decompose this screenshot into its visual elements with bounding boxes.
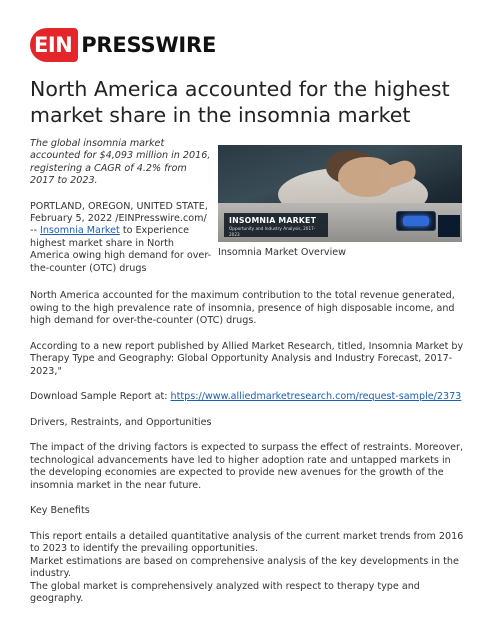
paragraph-impact: The impact of the driving factors is expected to surpass the effect of restraints. Moreover, technological advancements have led to higher adoption rate and untapped markets in the developing economies are expected to provide new avenues for the growth of the insomnia market in the near future. <box>30 442 464 491</box>
insomnia-market-link[interactable]: Insomnia Market <box>39 225 120 237</box>
article-body <box>30 290 464 606</box>
image-label-subtitle: Opportunity and Industry Analysis, 2017-2023 <box>229 226 316 237</box>
clock-display <box>403 216 429 226</box>
article-figure <box>218 145 462 259</box>
download-prefix: Download Sample Report at: <box>30 391 171 402</box>
logo-wordmark: PRESSWIRE <box>81 33 217 57</box>
insomnia-market-image[interactable] <box>218 145 462 242</box>
einpresswire-logo[interactable] <box>30 28 216 62</box>
article-subtitle: The global insomnia market accounted for $4,093 million in 2016, registering a CAGR of 4.2% from 2017 to 2023. <box>30 138 211 187</box>
figure-caption: Insomnia Market Overview <box>218 247 346 258</box>
paragraph-download <box>30 391 464 404</box>
heading-drivers: Drivers, Restraints, and Opportunities <box>30 416 212 428</box>
sample-report-link[interactable]: https://www.alliedmarketresearch.com/request-sample/2373 <box>170 391 462 402</box>
paragraph-north-america: North America accounted for the maximum contribution to the total revenue generated, owing to the high prevalence rate of insomnia, presence of high disposable income, and high demand for over-the-counter (OTC) drugs. <box>30 290 455 326</box>
image-label-title: INSOMNIA MARKET <box>229 216 317 225</box>
benefit-item-3: The global market is comprehensively analyzed with respect to therapy type and geography. <box>30 580 420 604</box>
article-intro <box>30 138 212 275</box>
publisher-brand-mark <box>438 215 460 237</box>
logo-ein-mark: EIN <box>30 28 78 62</box>
paragraph-report: According to a new report published by Allied Market Research, titled, Insomnia Market by Therapy Type and Geography: Global Opportunity Analysis and Industry Forecast, 2017-2023," <box>30 340 464 377</box>
dateline-suffix: to Experience highest market share in North America owing high demand for over-the-counter (OTC) drugs <box>30 225 212 274</box>
image-label-box <box>224 213 328 237</box>
benefit-item-2: Market estimations are based on comprehensive analysis of the key developments in the industry. <box>30 555 459 579</box>
benefit-item-1: This report entails a detailed quantitative analysis of the current market trends from 2016 to 2023 to identify the prevailing opportunities. <box>30 530 464 554</box>
article-title: North America accounted for the highest market share in the insomnia market <box>30 77 450 127</box>
article-dateline <box>30 201 212 275</box>
alarm-clock-icon <box>396 211 436 231</box>
heading-key-benefits: Key Benefits <box>30 505 90 516</box>
dateline-prefix: PORTLAND, OREGON, UNITED STATE, February 5, 2022 /EINPresswire.com/ -- <box>30 200 208 237</box>
